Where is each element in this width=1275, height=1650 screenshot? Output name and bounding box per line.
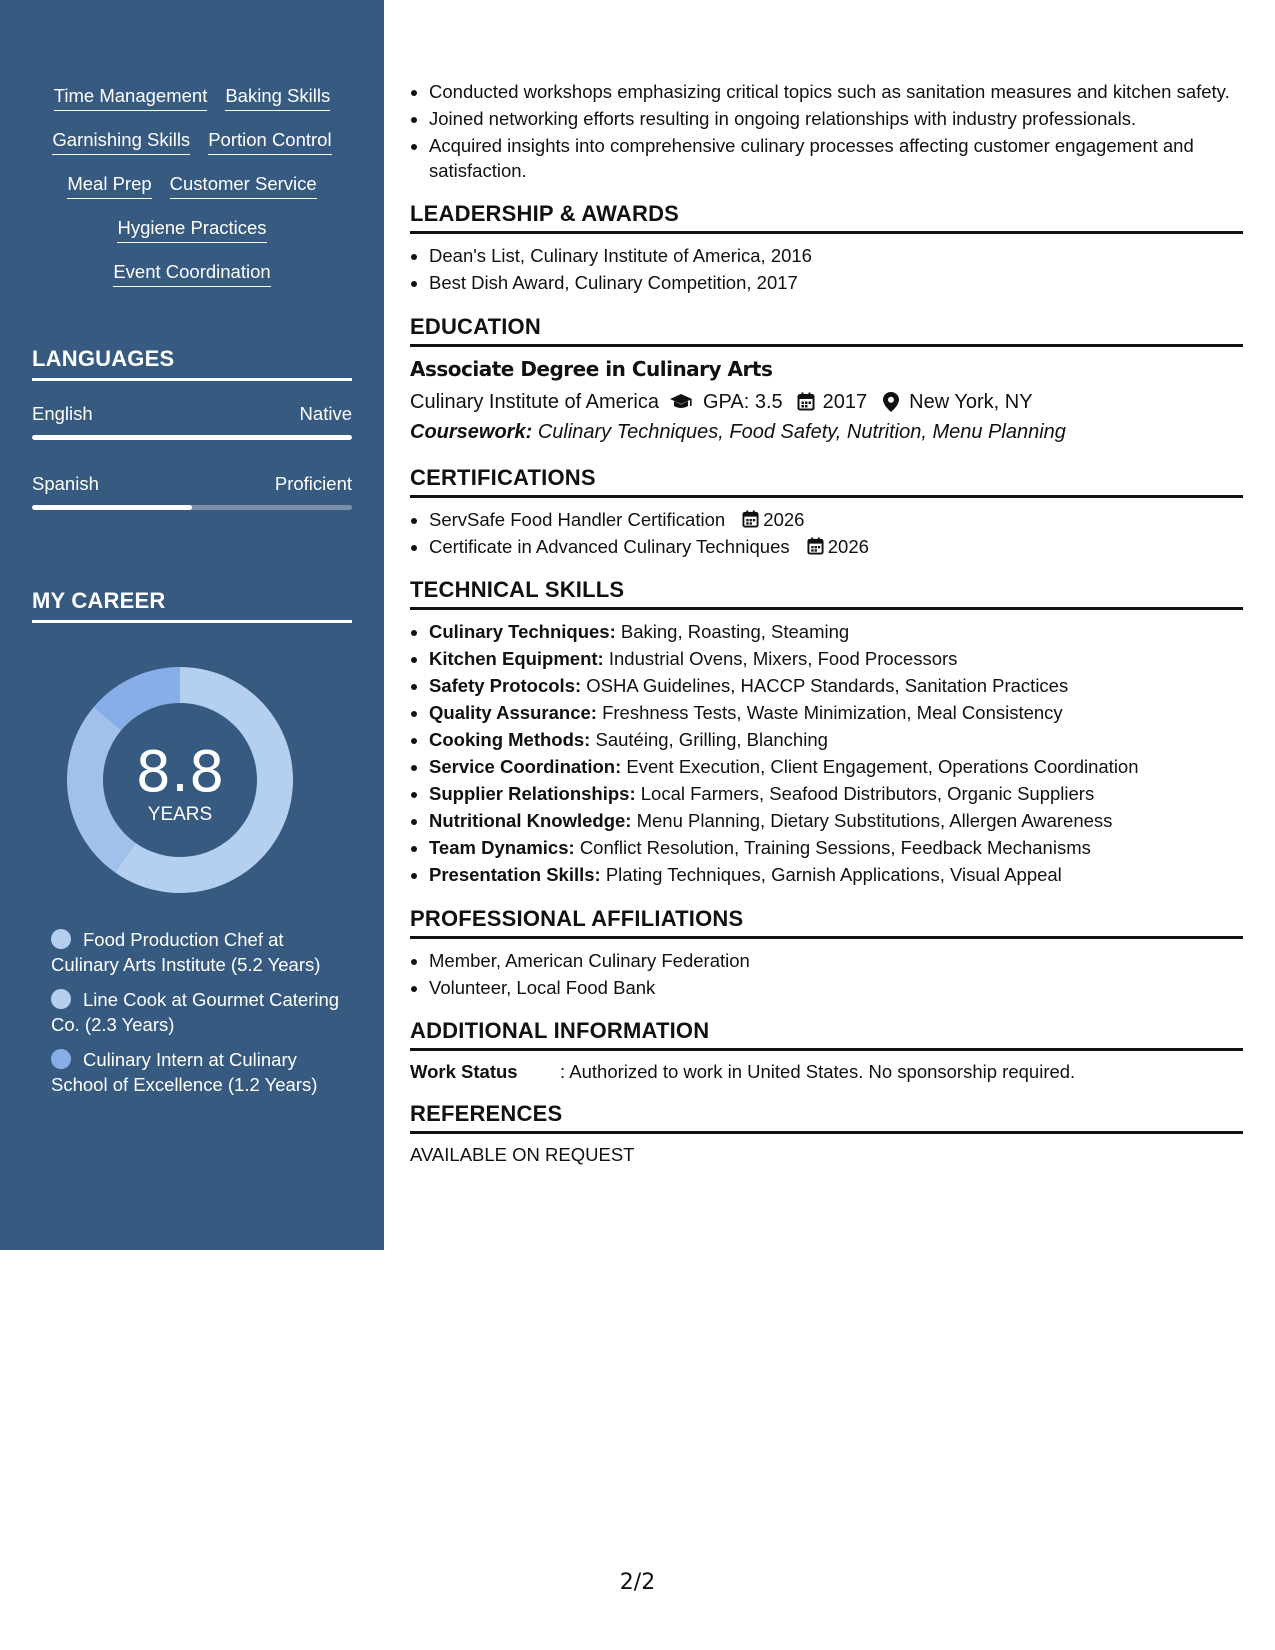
skill-label: Team Dynamics: — [429, 837, 575, 858]
technical-skill-item — [429, 701, 1243, 726]
affiliations-list — [410, 949, 1243, 1001]
technical-skill-item — [429, 782, 1243, 807]
skill-value: OSHA Guidelines, HACCP Standards, Sanitation Practices — [586, 675, 1069, 696]
technical-skill-item — [429, 755, 1243, 780]
technical-skill-item — [429, 674, 1243, 699]
career-item-text: Line Cook at Gourmet Catering Co. (2.3 Years) — [51, 989, 340, 1035]
affiliation-item: • Member, American Culinary Federation — [429, 949, 1243, 974]
technical-skill-item — [429, 647, 1243, 672]
technical-skill-item — [429, 836, 1243, 861]
career-total: 8.8 — [135, 740, 225, 805]
technical-skills-heading: TECHNICAL SKILLS — [410, 577, 1243, 610]
coursework — [410, 417, 1243, 447]
language-row-english — [32, 403, 352, 425]
language-bar-fill — [32, 505, 192, 510]
skill-label: Nutritional Knowledge: — [429, 810, 632, 831]
certification-name: Certificate in Advanced Culinary Techniques — [429, 535, 790, 557]
skill-value: Sautéing, Grilling, Blanching — [595, 729, 828, 750]
skill-value: Event Execution, Client Engagement, Operations Coordination — [626, 756, 1139, 777]
language-name: English — [32, 403, 93, 424]
career-item — [51, 928, 341, 977]
sidebar — [0, 0, 384, 1250]
certifications-heading: CERTIFICATIONS — [410, 465, 1243, 498]
leadership-list — [410, 244, 1243, 296]
language-name: Spanish — [32, 473, 99, 494]
career-item — [51, 988, 341, 1037]
references-text: AVAILABLE ON REQUEST — [410, 1144, 635, 1165]
career-list — [51, 928, 341, 1108]
references-heading: REFERENCES — [410, 1101, 1243, 1134]
career-unit: YEARS — [147, 804, 213, 825]
degree-title: Associate Degree in Culinary Arts — [410, 356, 773, 381]
experience-bullet: • Conducted workshops emphasizing critical topics such as sanitation measures and kitchen safety. — [429, 80, 1243, 105]
work-status-label: Work Status — [410, 1061, 518, 1082]
technical-skill-item — [429, 863, 1243, 888]
technical-skills-list — [410, 620, 1243, 888]
language-bar-spanish — [32, 505, 352, 510]
skill-tag: Garnishing Skills — [52, 128, 190, 155]
skill-label: Quality Assurance: — [429, 702, 597, 723]
page-number: 2/2 — [619, 1570, 656, 1595]
skill-label: Culinary Techniques: — [429, 621, 616, 642]
language-row-spanish — [32, 473, 352, 495]
skill-tag: Portion Control — [208, 128, 331, 155]
skill-tag: Customer Service — [170, 172, 317, 199]
experience-bullet: • Acquired insights into comprehensive culinary processes affecting customer engagement and satisfaction. — [429, 134, 1243, 183]
skill-tag: Hygiene Practices — [117, 216, 266, 243]
graduation-year: 2017 — [822, 390, 868, 413]
school-location: New York, NY — [909, 390, 1033, 413]
skill-tag: Event Coordination — [113, 260, 270, 287]
certification-year: 2026 — [763, 508, 805, 530]
certification-item — [429, 535, 1243, 560]
technical-skill-item — [429, 728, 1243, 753]
skill-label: Cooking Methods: — [429, 729, 591, 750]
skill-label: Service Coordination: — [429, 756, 622, 777]
leadership-heading: LEADERSHIP & AWARDS — [410, 201, 1243, 234]
career-donut-chart — [67, 667, 293, 893]
gpa: GPA: 3.5 — [703, 390, 783, 413]
school-name: Culinary Institute of America — [410, 390, 659, 413]
work-status-value: : Authorized to work in United States. No sponsorship required. — [560, 1061, 1076, 1082]
language-level: Native — [299, 403, 352, 424]
calendar-icon — [742, 510, 759, 528]
certification-item — [429, 508, 1243, 533]
certifications-list — [410, 508, 1243, 560]
career-item-text: Culinary Intern at Culinary School of Excellence (1.2 Years) — [51, 1049, 318, 1095]
affiliation-item: • Volunteer, Local Food Bank — [429, 976, 1243, 1001]
additional-info-heading: ADDITIONAL INFORMATION — [410, 1018, 1243, 1051]
skill-value: Industrial Ovens, Mixers, Food Processors — [608, 648, 958, 669]
skill-label: Presentation Skills: — [429, 864, 601, 885]
skill-value: Menu Planning, Dietary Substitutions, Allergen Awareness — [636, 810, 1113, 831]
skill-tag: Time Management — [54, 84, 208, 111]
skill-value: Freshness Tests, Waste Minimization, Meal Consistency — [602, 702, 1063, 723]
certification-year: 2026 — [827, 535, 869, 557]
skill-value: Local Farmers, Seafood Distributors, Organic Suppliers — [640, 783, 1095, 804]
career-dot — [51, 1049, 71, 1069]
language-bar-fill — [32, 435, 352, 440]
career-heading: MY CAREER — [32, 588, 352, 623]
donut-segment — [67, 707, 136, 873]
skill-value: Baking, Roasting, Steaming — [620, 621, 850, 642]
skill-label: Kitchen Equipment: — [429, 648, 604, 669]
experience-bullet: • Joined networking efforts resulting in ongoing relationships with industry professionals. — [429, 107, 1243, 132]
skills-tag-cloud — [32, 84, 352, 287]
affiliations-heading: PROFESSIONAL AFFILIATIONS — [410, 906, 1243, 939]
main-content — [410, 80, 1243, 1166]
language-level: Proficient — [274, 473, 352, 494]
skill-tag: Meal Prep — [67, 172, 151, 199]
technical-skill-item — [429, 809, 1243, 834]
languages-heading: LANGUAGES — [32, 346, 352, 381]
career-item-text: Food Production Chef at Culinary Arts Institute (5.2 Years) — [51, 929, 321, 975]
leadership-item: • Dean's List, Culinary Institute of America, 2016 — [429, 244, 1243, 269]
coursework-label: Coursework: — [410, 420, 533, 443]
skill-label: Safety Protocols: — [429, 675, 582, 696]
skill-value: Conflict Resolution, Training Sessions, Feedback Mechanisms — [579, 837, 1091, 858]
skill-label: Supplier Relationships: — [429, 783, 636, 804]
location-pin-icon — [883, 392, 899, 412]
certification-name: ServSafe Food Handler Certification — [429, 508, 726, 530]
graduation-cap-icon — [669, 393, 693, 411]
education-heading: EDUCATION — [410, 314, 1243, 347]
career-dot — [51, 929, 71, 949]
education-details — [410, 387, 1243, 417]
calendar-icon — [797, 392, 815, 411]
technical-skill-item — [429, 620, 1243, 645]
career-dot — [51, 989, 71, 1009]
coursework-list: Culinary Techniques, Food Safety, Nutrition, Menu Planning — [537, 420, 1066, 443]
language-bar-english — [32, 435, 352, 440]
leadership-item: • Best Dish Award, Culinary Competition, 2017 — [429, 271, 1243, 296]
skill-value: Plating Techniques, Garnish Applications, Visual Appeal — [605, 864, 1062, 885]
experience-bullets — [410, 80, 1243, 183]
skill-tag: Baking Skills — [225, 84, 330, 111]
work-status-row — [410, 1061, 1243, 1083]
career-item — [51, 1048, 341, 1097]
calendar-icon — [807, 537, 824, 555]
